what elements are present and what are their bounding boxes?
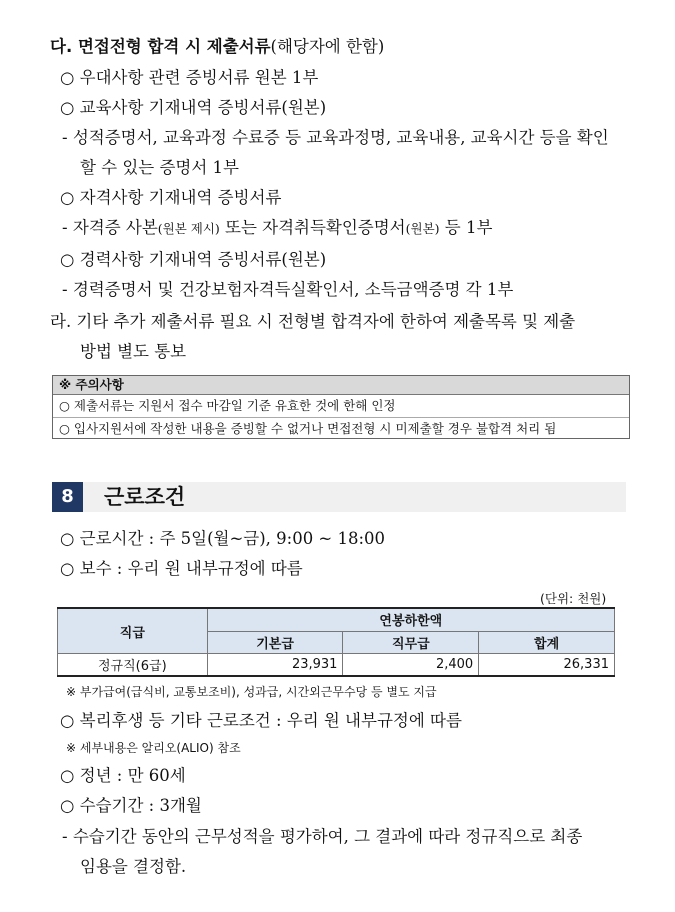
list-item: - 경력증명서 및 건강보험자격득실확인서, 소득금액증명 각 1부 — [62, 280, 514, 299]
probation-period: ○ 수습기간 : 3개월 — [60, 796, 202, 815]
section-ra-line2: 방법 별도 통보 — [80, 342, 187, 361]
table-row — [58, 654, 615, 677]
cert-line-e: 등 1부 — [439, 218, 493, 237]
cert-line — [62, 217, 492, 240]
section-da-title: 다. 면접전형 합격 시 제출서류 — [50, 37, 271, 56]
salary-table — [57, 607, 615, 677]
section-title: 근로조건 — [104, 485, 186, 509]
cell-duty: 2,400 — [343, 654, 479, 677]
list-item: - 성적증명서, 교육과정 수료증 등 교육과정명, 교육내용, 교육시간 등을 확인 — [62, 128, 609, 147]
cell-total: 26,331 — [479, 654, 615, 677]
notice-box — [52, 375, 630, 439]
section-number: 8 — [52, 482, 83, 512]
col-total: 합계 — [479, 631, 615, 654]
list-item: ○ 우대사항 관련 증빙서류 원본 1부 — [60, 68, 319, 87]
list-item: ○ 자격사항 기재내역 증빙서류 — [60, 188, 282, 207]
welfare-note: ※ 세부내용은 알리오(ALIO) 참조 — [66, 741, 241, 755]
cell-base: 23,931 — [207, 654, 343, 677]
section-da-note: (해당자에 한함) — [270, 37, 385, 56]
cert-line-d: (원본) — [405, 221, 440, 236]
pay-info: ○ 보수 : 우리 원 내부규정에 따름 — [60, 559, 303, 578]
col-base: 기본급 — [207, 631, 343, 654]
table-note: ※ 부가급여(급식비, 교통보조비), 성과급, 시간외근무수당 등 별도 지급 — [66, 685, 437, 699]
notice-header: ※ 주의사항 — [53, 376, 629, 395]
cert-line-c: 또는 자격취득확인증명서 — [219, 218, 406, 237]
cert-line-a: - 자격증 사본 — [62, 218, 158, 237]
retirement-age: ○ 정년 : 만 60세 — [60, 766, 186, 785]
work-hours: ○ 근로시간 : 주 5일(월~금), 9:00 ~ 18:00 — [60, 529, 386, 548]
unit-label: (단위: 천원) — [540, 591, 607, 606]
cert-line-b: (원본 제시) — [157, 221, 220, 236]
section-da-heading — [50, 36, 384, 58]
col-group: 연봉하한액 — [207, 608, 614, 631]
section-ra-line1: 라. 기타 추가 제출서류 필요 시 전형별 합격자에 한하여 제출목록 및 제출 — [50, 312, 576, 331]
welfare-info: ○ 복리후생 등 기타 근로조건 : 우리 원 내부규정에 따름 — [60, 711, 462, 730]
probation-line2: 임용을 결정함. — [80, 857, 187, 876]
list-item: ○ 교육사항 기재내역 증빙서류(원본) — [60, 98, 327, 117]
col-grade: 직급 — [58, 608, 208, 654]
probation-line1: - 수습기간 동안의 근무성적을 평가하여, 그 결과에 따라 정규직으로 최종 — [62, 827, 583, 846]
notice-row: ○ 제출서류는 지원서 접수 마감일 기준 유효한 것에 한해 인정 — [53, 395, 629, 418]
list-item: ○ 경력사항 기재내역 증빙서류(원본) — [60, 250, 327, 269]
col-duty: 직무급 — [343, 631, 479, 654]
cell-grade: 정규직(6급) — [58, 654, 208, 677]
notice-row: ○ 입사지원서에 작성한 내용을 증빙할 수 없거나 면접전형 시 미제출할 경우 불합격 처리 됨 — [59, 421, 557, 436]
list-item: 할 수 있는 증명서 1부 — [80, 158, 239, 177]
